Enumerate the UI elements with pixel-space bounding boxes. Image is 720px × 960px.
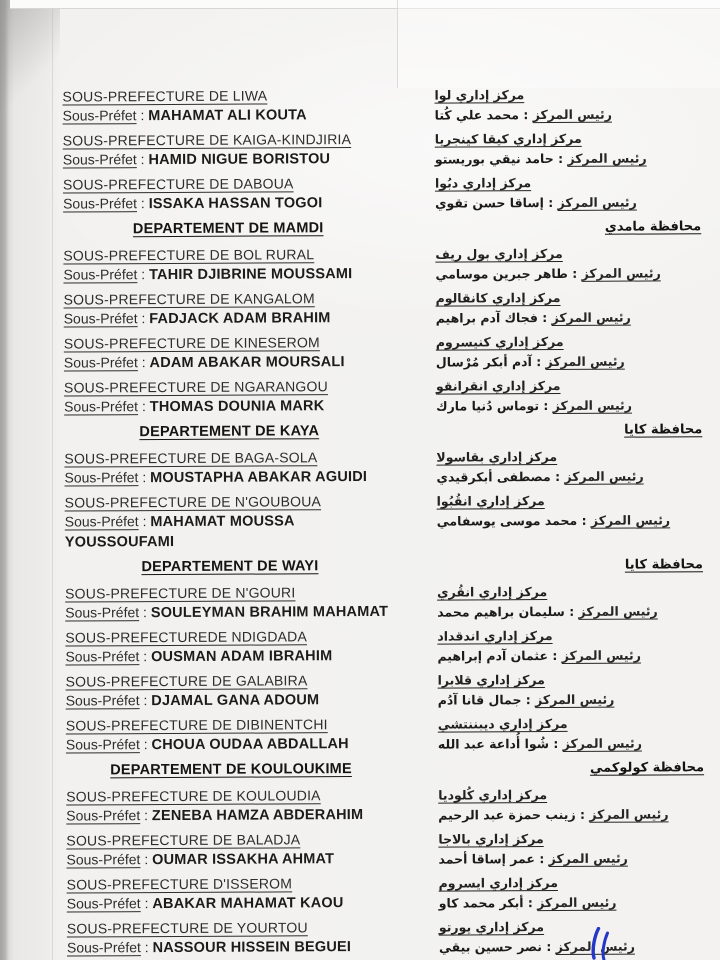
department-title-arabic	[404, 757, 704, 780]
sous-prefet-label: Sous-Préfet	[63, 354, 138, 371]
arabic-chief-label: رئيس المركز	[545, 353, 625, 370]
entry-french-block	[62, 86, 434, 127]
arabic-chief-sep: :	[518, 107, 533, 123]
entry-french-block	[66, 671, 438, 712]
separator: :	[140, 807, 152, 824]
arabic-chief-sep: :	[550, 468, 565, 485]
entry-arabic-block	[439, 872, 705, 912]
arabic-chief-name: إساقا حسن تقوي	[435, 195, 544, 211]
arabic-chief-sep: :	[534, 851, 549, 867]
sous-prefet-line	[67, 937, 439, 959]
sous-prefet-name: MAHAMAT MOUSSA YOUSSOUFAMI	[64, 513, 295, 551]
department-title-french: DEPARTEMENT DE KOULOUKIME	[110, 761, 352, 779]
sous-prefet-label: Sous-Préfet	[66, 851, 141, 868]
sous-prefecture-title: SOUS-PREFECTURE DE KOULOUDIA	[66, 787, 321, 805]
entry-arabic-block	[436, 287, 702, 327]
sous-prefet-line	[65, 511, 437, 553]
prefecture-entry-row	[67, 872, 705, 914]
entry-arabic-block	[438, 828, 704, 868]
prefecture-entry-row	[62, 84, 700, 126]
prefecture-entry-row	[64, 287, 702, 329]
arabic-chief-line	[435, 147, 701, 168]
prefecture-entry-row	[66, 669, 704, 711]
sous-prefet-name: NASSOUR HISSEIN BEGUEI	[152, 939, 352, 957]
pen-signature-mark	[588, 927, 616, 960]
sous-prefet-line	[67, 893, 439, 915]
sous-prefet-line	[66, 849, 438, 871]
sous-prefet-line	[65, 646, 437, 668]
arabic-chief-sep: :	[547, 647, 562, 664]
sous-prefet-label: Sous-Préfet	[66, 939, 141, 956]
arabic-chief-line	[439, 935, 705, 956]
arabic-chief-name: طاهر جبرين موسامي	[435, 265, 568, 282]
sous-prefet-line	[64, 396, 436, 418]
sous-prefecture-title: SOUS-PREFECTURE DE YOURTOU	[66, 919, 308, 937]
sous-prefet-name: ZENEBA HAMZA ABDERAHIM	[151, 806, 364, 825]
arabic-chief-name: محمد علي كُتا	[434, 107, 520, 123]
prefecture-entry-row	[65, 581, 703, 623]
separator: :	[140, 851, 153, 868]
arabic-chief-label: رئيس المركز	[552, 397, 632, 413]
entry-arabic-block	[436, 331, 702, 371]
arabic-chief-line	[436, 394, 702, 415]
arabic-chief-name: نصر حسين بيقي	[438, 939, 543, 955]
separator: :	[139, 648, 152, 665]
arabic-center-title: مركز إداري بول ريف	[435, 245, 563, 262]
sous-prefecture-title: SOUS-PREFECTURE DE LIWA	[62, 87, 268, 105]
arabic-chief-name: سليمان براهيم محمد	[437, 603, 565, 620]
prefecture-entry-row	[65, 490, 703, 552]
sous-prefecture-title: SOUS-PREFECTURE DE BAGA-SOLA	[64, 449, 318, 467]
arabic-chief-sep: :	[564, 603, 579, 619]
sous-prefet-line	[63, 193, 435, 215]
sous-prefet-label: Sous-Préfet	[65, 648, 140, 665]
entry-arabic-block	[436, 446, 702, 486]
arabic-chief-sep: :	[521, 692, 536, 708]
sous-prefet-line	[64, 467, 436, 489]
arabic-chief-label: رئيس المركز	[557, 194, 637, 210]
arabic-chief-sep: :	[567, 265, 582, 281]
separator: :	[137, 354, 150, 371]
arabic-chief-sep: :	[537, 310, 552, 326]
sous-prefet-label: Sous-Préfet	[63, 195, 138, 212]
prefecture-entry-row	[63, 172, 701, 214]
entry-french-block	[67, 874, 439, 915]
entry-arabic-block	[437, 581, 703, 621]
arabic-chief-line	[437, 509, 703, 530]
prefecture-entry-row	[66, 713, 704, 755]
entry-arabic-block	[438, 669, 704, 709]
sous-prefet-label: Sous-Préfet	[65, 736, 140, 753]
sous-prefecture-title: SOUS-PREFECTURE D'ISSEROM	[66, 875, 293, 893]
separator: :	[137, 266, 150, 283]
arabic-chief-label: رئيس المركز	[589, 806, 669, 822]
arabic-chief-label: رئيس المركز	[551, 309, 631, 326]
entry-french-block	[63, 245, 435, 286]
arabic-center-title: مركز إداري اندقداد	[437, 628, 553, 644]
sous-prefet-name: OUMAR ISSAKHA AHMAT	[152, 851, 335, 869]
prefecture-entry-row	[64, 331, 702, 373]
sous-prefet-name: CHOUA OUDAA ABDALLAH	[151, 736, 349, 754]
arabic-chief-sep: :	[577, 512, 591, 528]
arabic-center-title: مركز إداري كانقالوم	[435, 289, 561, 306]
arabic-chief-label: رئيس المركز	[535, 691, 615, 708]
sous-prefet-line	[66, 734, 438, 756]
arabic-chief-name: زينب حمزة عبد الرحيم	[438, 806, 576, 823]
arabic-chief-name: توماس دُنيا مارك	[436, 398, 540, 414]
arabic-chief-name: أبكر محمد كاو	[438, 895, 524, 911]
sous-prefet-line	[63, 149, 435, 171]
sous-prefet-line	[65, 602, 437, 624]
sous-prefecture-title: SOUS-PREFECTURE DE KINESEROM	[63, 334, 320, 352]
prefecture-entry-row	[63, 243, 701, 285]
prefecture-entry-row	[64, 375, 702, 417]
arabic-center-title: مركز إداري كُلوديا	[438, 787, 548, 803]
arabic-center-title: مركز إداري بالاجا	[438, 831, 544, 847]
sous-prefecture-title: SOUS-PREFECTURE DE GALABIRA	[65, 672, 308, 690]
arabic-center-title: مركز إداري انقرانقو	[435, 377, 561, 394]
department-header-row	[65, 554, 703, 578]
sous-prefet-name: MOUSTAPHA ABAKAR AGUIDI	[150, 468, 368, 487]
department-title-arabic	[402, 419, 702, 442]
arabic-center-title: مركز إداري انقُري	[437, 584, 548, 600]
entry-arabic-block	[435, 243, 701, 283]
department-title-arabic-text: محافظة كولوكمي	[589, 760, 705, 776]
sous-prefet-line	[66, 690, 438, 712]
arabic-chief-line	[436, 350, 702, 371]
arabic-chief-line	[435, 262, 701, 283]
entry-arabic-block	[435, 172, 701, 212]
sous-prefecture-title: SOUS-PREFECTURE DE BOL RURAL	[63, 246, 315, 264]
separator: :	[136, 195, 149, 212]
arabic-chief-name: جمال قانا آدُم	[437, 692, 522, 708]
arabic-chief-name: فجاك آدم براهيم	[435, 310, 538, 326]
entry-arabic-block	[435, 128, 701, 168]
sous-prefecture-title: SOUS-PREFECTURE DE DABOUA	[62, 175, 294, 193]
prefecture-entry-row	[64, 446, 702, 488]
sous-prefet-name: SOULEYMAN BRAHIM MAHAMAT	[150, 603, 389, 622]
arabic-chief-line	[439, 891, 705, 912]
sous-prefet-line	[63, 264, 435, 286]
entry-arabic-block	[438, 713, 704, 753]
sous-prefet-name: ABAKAR MAHAMAT KAOU	[152, 895, 344, 913]
sous-prefet-label: Sous-Préfet	[64, 513, 139, 530]
entry-french-block	[65, 492, 437, 553]
prefecture-entry-row	[63, 128, 701, 170]
arabic-chief-sep: :	[523, 895, 538, 911]
arabic-chief-name: مصطفى أبكرقيدي	[436, 469, 551, 485]
arabic-chief-line	[438, 803, 704, 824]
entry-french-block	[64, 333, 436, 374]
arabic-center-title: مركز إداري يورتو	[438, 919, 545, 935]
separator: :	[139, 692, 152, 709]
entry-arabic-block	[434, 84, 700, 124]
entry-french-block	[66, 786, 438, 827]
entry-french-block	[63, 130, 435, 171]
separator: :	[138, 513, 151, 530]
arabic-center-title: مركز إداري انقُبُوا	[436, 493, 545, 509]
separator: :	[136, 107, 149, 124]
arabic-center-title: مركز إداري دبُوا	[434, 175, 532, 191]
arabic-chief-label: رئيس المركز	[590, 512, 671, 528]
entry-french-block	[67, 918, 439, 959]
department-header-row	[64, 419, 702, 443]
department-title-arabic	[403, 554, 703, 577]
sous-prefecture-title: SOUS-PREFECTURE DE KAIGA-KINDJIRIA	[62, 131, 352, 149]
arabic-chief-label: رئيس المركز	[561, 647, 641, 663]
sous-prefet-label: Sous-Préfet	[62, 151, 137, 168]
arabic-chief-line	[438, 688, 704, 709]
arabic-chief-name: شُوا أُداعة عبد الله	[437, 736, 550, 752]
separator: :	[139, 736, 152, 753]
arabic-chief-line	[438, 732, 704, 753]
arabic-chief-line	[436, 465, 702, 486]
separator: :	[140, 895, 153, 912]
arabic-center-title: مركز إداري كيقا كينجريا	[434, 130, 582, 147]
department-title-arabic-text: محافظة مامدي	[604, 219, 702, 235]
entry-arabic-block	[437, 490, 703, 530]
department-title-arabic-text: محافظة كايا	[624, 557, 704, 573]
sous-prefet-label: Sous-Préfet	[62, 107, 137, 124]
department-title-french: DEPARTEMENT DE MAMDI	[132, 220, 324, 238]
arabic-chief-sep: :	[531, 354, 546, 370]
department-header-row	[66, 757, 704, 781]
arabic-chief-label: رئيس المركز	[532, 106, 612, 123]
arabic-center-title: مركز إداري ديبننتشي	[437, 715, 568, 732]
department-title-french: DEPARTEMENT DE WAYI	[141, 558, 319, 576]
arabic-chief-sep: :	[543, 194, 558, 211]
entry-french-block	[66, 830, 438, 871]
arabic-chief-line	[438, 847, 704, 868]
entry-french-block	[63, 174, 435, 215]
arabic-chief-sep: :	[541, 938, 556, 955]
prefecture-entry-row	[66, 784, 704, 826]
separator: :	[140, 939, 153, 956]
separator: :	[137, 310, 150, 327]
department-title-french: DEPARTEMENT DE KAYA	[139, 423, 320, 441]
sous-prefet-name: THOMAS DOUNIA MARK	[149, 398, 325, 416]
sous-prefet-label: Sous-Préfet	[64, 398, 139, 415]
arabic-chief-name: محمد موسى يوسفامي	[436, 512, 578, 529]
arabic-chief-label: رئيس المركز	[578, 603, 658, 619]
sous-prefecture-title: SOUS-PREFECTURE DE NGARANGOU	[63, 378, 328, 396]
prefecture-entry-row	[66, 828, 704, 870]
arabic-chief-line	[437, 644, 703, 665]
arabic-center-title: مركز إداري قلابرا	[437, 672, 545, 688]
sous-prefecture-title: SOUS-PREFECTURE DE DIBINENTCHI	[65, 716, 328, 734]
arabic-chief-line	[435, 191, 701, 212]
arabic-center-title: مركز إداري كنيسروم	[435, 333, 564, 350]
arabic-chief-label: رئيس المركز	[555, 938, 635, 954]
sous-prefet-name: MAHAMAT ALI KOUTA	[148, 107, 307, 125]
sous-prefecture-title: SOUS-PREFECTUREDE NDIGDADA	[65, 628, 308, 646]
department-header-row	[63, 216, 701, 240]
department-title-arabic	[401, 216, 701, 239]
separator: :	[138, 469, 151, 486]
sous-prefet-name: ISSAKA HASSAN TOGOI	[148, 195, 323, 213]
arabic-chief-label: رئيس المركز	[567, 150, 647, 166]
sous-prefet-label: Sous-Préfet	[66, 807, 141, 824]
arabic-chief-label: رئيس المركز	[581, 265, 661, 281]
sous-prefecture-title: SOUS-PREFECTURE DE KANGALOM	[63, 290, 315, 308]
arabic-chief-name: آدم أبكر مُرْسال	[435, 354, 532, 370]
sous-prefet-label: Sous-Préfet	[66, 895, 141, 912]
entry-french-block	[65, 627, 437, 668]
arabic-chief-line	[437, 600, 703, 621]
arabic-chief-name: عثمان آدم إبراهيم	[437, 648, 549, 664]
department-title-arabic-text: محافظة كايا	[624, 422, 703, 438]
arabic-chief-sep: :	[548, 735, 563, 752]
sous-prefet-label: Sous-Préfet	[63, 266, 138, 283]
arabic-chief-line	[436, 306, 702, 327]
sous-prefet-label: Sous-Préfet	[64, 469, 139, 486]
entry-arabic-block	[438, 784, 704, 824]
sous-prefet-name: OUSMAN ADAM IBRAHIM	[151, 648, 333, 666]
separator: :	[139, 604, 151, 621]
entry-french-block	[64, 448, 436, 489]
sous-prefet-label: Sous-Préfet	[65, 604, 140, 621]
prefecture-entry-row	[65, 625, 703, 667]
sous-prefecture-title: SOUS-PREFECTURE DE N'GOURI	[65, 584, 296, 602]
sous-prefet-name: DJAMAL GANA ADOUM	[151, 692, 320, 710]
entry-french-block	[64, 377, 436, 418]
arabic-chief-sep: :	[538, 397, 553, 414]
entry-arabic-block	[437, 625, 703, 665]
arabic-chief-name: عمر إساقا أحمد	[438, 851, 535, 867]
arabic-chief-label: رئيس المركز	[548, 850, 628, 867]
separator: :	[138, 398, 150, 415]
arabic-chief-label: رئيس المركز	[562, 735, 642, 751]
separator: :	[136, 151, 149, 168]
entry-arabic-block	[436, 375, 702, 415]
arabic-chief-sep: :	[575, 806, 590, 822]
arabic-chief-name: حامد نيقي بوريستو	[434, 150, 554, 167]
sous-prefet-name: ADAM ABAKAR MOURSALI	[149, 354, 345, 372]
sous-prefet-label: Sous-Préfet	[65, 692, 140, 709]
sous-prefecture-title: SOUS-PREFECTURE DE N'GOUBOUA	[64, 493, 322, 511]
entry-arabic-block	[439, 916, 705, 956]
arabic-chief-label: رئيس المركز	[537, 894, 617, 911]
sous-prefet-label: Sous-Préfet	[63, 310, 138, 327]
entry-french-block	[65, 583, 437, 624]
arabic-chief-sep: :	[553, 150, 568, 166]
sous-prefet-line	[64, 308, 436, 330]
arabic-center-title: مركز إداري بقاسولا	[436, 448, 558, 465]
sous-prefet-line	[63, 105, 435, 127]
sous-prefet-name: TAHIR DJIBRINE MOUSSAMI	[149, 266, 353, 284]
sous-prefecture-title: SOUS-PREFECTURE DE BALADJA	[66, 831, 301, 849]
sous-prefet-line	[66, 805, 438, 827]
sous-prefet-name: FADJACK ADAM BRAHIM	[149, 310, 331, 328]
sous-prefet-line	[64, 352, 436, 374]
arabic-center-title: مركز إداري لوا	[434, 87, 525, 103]
entry-french-block	[66, 715, 438, 756]
sous-prefet-name: HAMID NIGUE BORISTOU	[148, 151, 331, 169]
arabic-center-title: مركز إداري ايسروم	[438, 874, 558, 891]
arabic-chief-line	[435, 103, 701, 124]
arabic-chief-label: رئيس المركز	[564, 468, 644, 484]
entry-french-block	[64, 289, 436, 330]
